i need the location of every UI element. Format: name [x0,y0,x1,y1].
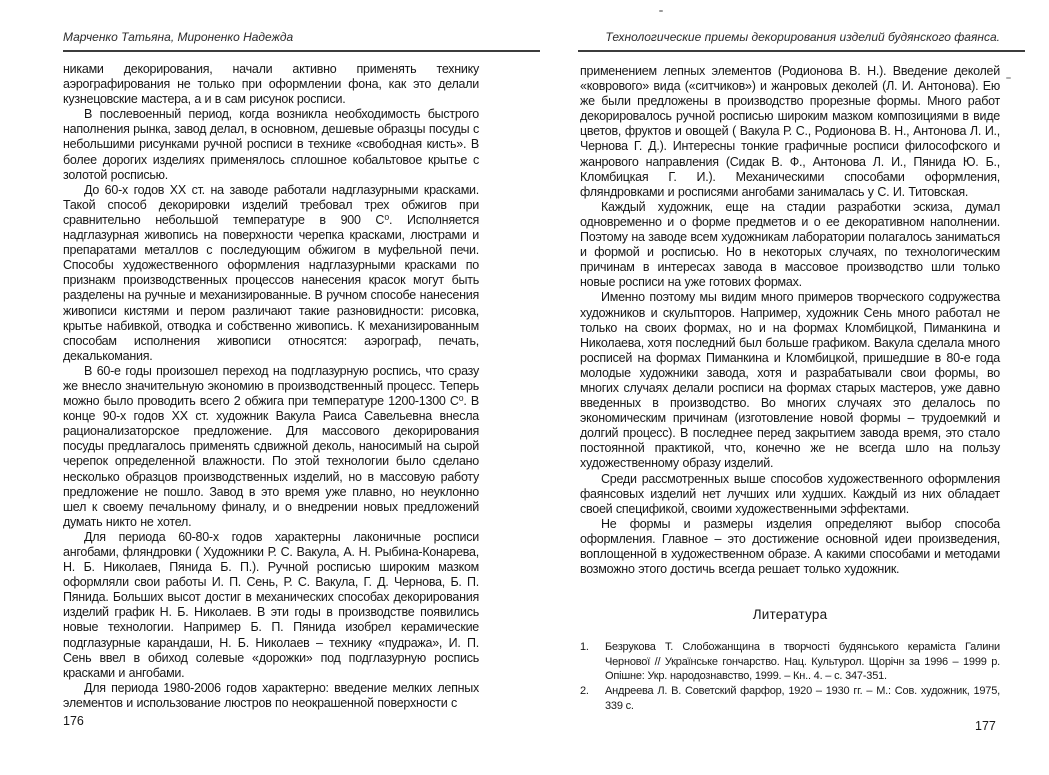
reference-item [580,684,1000,713]
paragraph: В 60-е годы произошел переход на подглазурную роспись, что сразу же внесло значительную экономию в производственный процесс. Теперь можно было проводить всего 2 обжига при температуре 1200-1300 С⁰. В конце 90-х годов XX ст. художник Вакула Раиса Савельевна внесла рационализаторское предложение. Для массового декорирования посуды предлагалось применять сдвижной деколь, наносимый на сырой черепок определенной влажности. По этой технологии было сделано несколько образцов производственных изделий, но в массовую работу предложение не пошло. Завод в это время уже плавно, но неуклонно шел к своему печальному финалу, и о внедрении новых предложений думать никто не хотел. [63,363,479,529]
right-header-rule [578,50,1025,52]
right-page-number: 177 [975,719,996,733]
right-running-head: Технологические приемы декорирования изделий будянского фаянса. [605,30,1000,44]
reference-text: Безрукова Т. Слобожанщина в творчості будянського кераміста Галини Чернової // Українське гончарство. Нац. Культурол. Щорічн за 1996 – 1999 р. Опішне: Укр. народознавство, 1999. – Кн.. 4. – с. 347-351. [605,641,1000,683]
paragraph: применением лепных элементов (Родионова В. Н.). Введение деколей «коврового» вида («ситчиков») и жанровых деколей (Л. И. Антонова). Ею же были предложены в производство прорезные формы. Много работ декорировалось ручной росписью широким мазком композициями в виде цветов, фруктов и овощей ( Вакула Р. С., Родионова В. Н., Антонова Л. И., Чернова Г. Д.). Интересны тонкие графичные росписи философского и жанрового направления (Сидак В. Ф., Антонова Л. И., Пянида Ю. Б., Кломбицкая Г. И.). Механическими способами оформления, фляндровками и росписями ангобами занималась у С. И. Титовская. [580,64,1000,199]
reference-number: 2. [580,684,589,697]
left-page-body [63,62,479,711]
paragraph: Не формы и размеры изделия определяют выбор способа оформления. Главное – это достижение основной идеи произведения, воплощенной в художественном образе. А какими способами и методами возможно этого достичь всегда решает только художник. [580,516,1000,577]
paragraph: Для периода 1980-2006 годов характерно: введение мелких лепных элементов и использование люстров по неокрашенной поверхности с [63,680,479,710]
paragraph: никами декорирования, начали активно применять технику аэрографирования не только при оформлении фона, как это делали кузнецовские мастера, а и в сам рисунок росписи. [63,62,479,107]
reference-text: Андреева Л. В. Советский фарфор, 1920 – 1930 гг. – М.: Сов. художник, 1975, 339 с. [605,684,1000,712]
left-header-rule [63,50,540,52]
left-running-head: Марченко Татьяна, Мироненко Надежда [63,30,294,44]
paragraph: До 60-х годов XX ст. на заводе работали надглазурными красками. Такой способ декорировки изделий требовал трех обжигов при сравнительно небольшой температуре в 900 С⁰. Исполняется надглазурная живопись на поверхности черепка красками, люстрами и препаратами металлов с последующим обжигом в муфельной печи. Способы художественного оформления надглазурными красками по признакм производственных процессов нанесения красок могут быть разделены на ручные и механизированные. В ручном способе нанесения живописи кистями и пером различают такие разновидности: рисовка, крытье набивкой, отводка и собственно живопись. К механизированным способам исполнения живописи относятся: аэрограф, печать, декалькомания. [63,182,479,363]
left-page-number: 176 [63,714,84,728]
right-page [580,28,1000,713]
left-page [63,28,479,711]
paragraph: Каждый художник, еще на стадии разработки эскиза, думал одновременно и о форме предметов и о ее декоративном наполнении. Поэтому на заводе всем художникам лаборатории полагалось заниматься и формой и росписью. Но в некоторых случаях, по технологическим причинам в интересах завода в массовое производство шли только новые росписи на уже готових формах. [580,199,1000,290]
literature-heading: Литература [752,607,828,623]
paragraph: Среди рассмотренных выше способов художественного оформления фаянсовых изделий нет лучших или худших. Каждый из них обладает своей спецификой, своими художественными эффектами. [580,471,1000,516]
scan-speck [659,10,663,12]
scan-speck [1006,77,1011,79]
paragraph: Именно поэтому мы видим много примеров творческого содружества художников и скульпторов. Например, художник Сень много работал не только на своих формах, но и на формах Кломбицкой, Пиманкина и Николаева, хотя последний был больше графиком. Вакула сделала много росписей на формах Пиманкина и Кломбицкой, пришедшие в 80-е года молодые художники завода, хотя и разрабатывали свои формы, во многих случаях делали росписи на формах старых мастеров, уже давно введенных в производство. Во многих случаях это делалось по экономическим причинам (изготовление новой формы – трудоемкий и долгий процесс). В последнее перед закрытием завода время, это стало постоянной практикой, что, конечно же не всегда шло на пользу художественному образу изделий. [580,290,1000,471]
paragraph: В послевоенный период, когда возникла необходимость быстрого наполнения рынка, завод делал, в основном, дешевые образцы посуды с небольшими рисунками ручной росписи в технике «свободная кисть». В более дорогих изделиях применялось сплошное кобальтовое крытье с золотой росписью. [63,107,479,182]
right-page-body [580,64,1000,577]
reference-item [580,640,1000,684]
paragraph: Для периода 60-80-х годов характерны лаконичные росписи ангобами, фляндровки ( Художники Р. С. Вакула, А. Н. Рыбина-Конарева, Н. Б. Николаев, Пянида Б. П.). Ручной росписью широким мазком оформляли свои работы И. П. Сень, Р. С. Вакула, Г. Д. Чернова, Б. П. Пянида. Больших высот достиг в механических способах декорирования изделий график Н. Б. Николаев. В эти годы в производстве появились новые технологии. Например Б. П. Пянида изобрел керамические подглазурные карандаши, Н. Б. Николаев – технику «пудража», И. П. Сень ввел в обиход солевые «дорожки» под подглазурную роспись красками и ангобами. [63,529,479,680]
reference-list [580,640,1000,713]
reference-number: 1. [580,641,589,654]
